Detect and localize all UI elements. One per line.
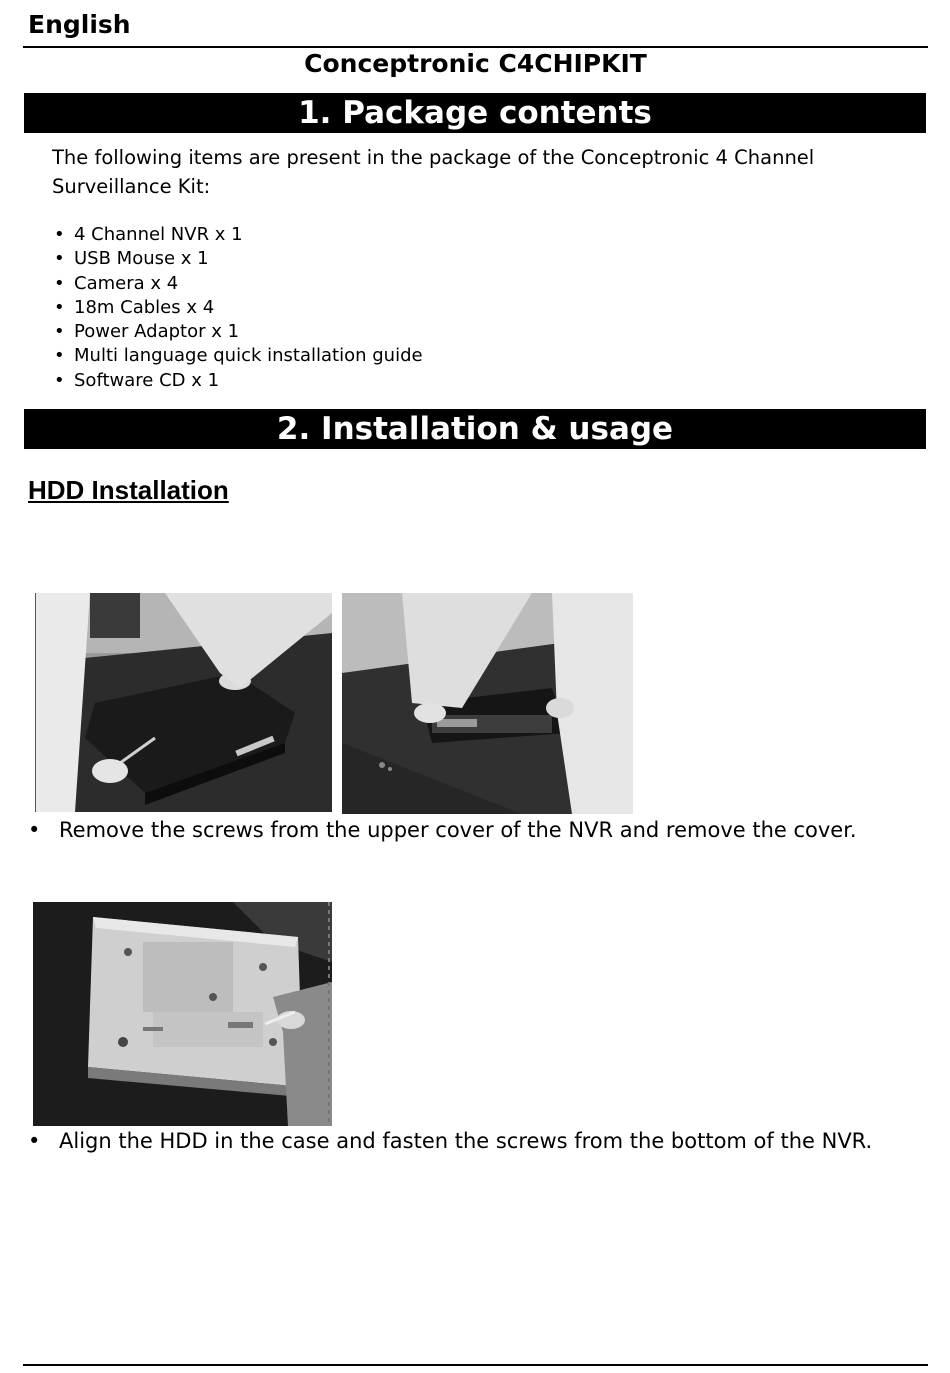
list-item-label: 18m Cables x 4 (74, 296, 215, 318)
nvr-cover-removal-photo (342, 593, 633, 814)
hdd-mounting-photo (33, 902, 332, 1126)
list-item-label: Power Adaptor x 1 (74, 321, 240, 343)
list-item (52, 296, 423, 320)
list-item (52, 320, 423, 344)
step-text: Remove the screws from the upper cover of the NVR and remove the cover. (59, 818, 857, 842)
bullet-icon: • (28, 1129, 41, 1153)
list-item-label: Camera x 4 (74, 272, 179, 294)
product-title: Conceptronic C4CHIPKIT (304, 49, 647, 78)
language-label: English (28, 10, 131, 39)
bullet-icon: • (54, 272, 65, 294)
bullet-icon: • (54, 369, 65, 391)
hdd-installation-heading: HDD Installation (28, 475, 229, 505)
list-item (52, 247, 423, 271)
list-item (52, 369, 423, 393)
step-align-hdd (28, 1126, 872, 1156)
list-item-label: 4 Channel NVR x 1 (74, 224, 243, 245)
bullet-icon: • (54, 296, 65, 318)
list-item (52, 344, 423, 368)
list-item-label: Multi language quick installation guide (74, 345, 423, 367)
bullet-icon: • (54, 248, 65, 270)
section-heading-installation-usage: 2. Installation & usage (24, 409, 926, 449)
package-items-list (52, 223, 423, 393)
list-item (52, 223, 423, 247)
footer-divider (23, 1364, 928, 1366)
bullet-icon: • (54, 224, 65, 245)
list-item-label: Software CD x 1 (74, 369, 220, 391)
bullet-icon: • (28, 818, 41, 842)
step-remove-cover (28, 815, 857, 845)
nvr-cover-screws-photo (35, 593, 332, 812)
bullet-icon: • (54, 345, 65, 367)
list-item (52, 272, 423, 296)
list-item-label: USB Mouse x 1 (74, 248, 209, 270)
step-text: Align the HDD in the case and fasten the screws from the bottom of the NVR. (59, 1129, 873, 1153)
package-intro-text: The following items are present in the package of the Conceptronic 4 Channel Surveillance Kit: (52, 146, 815, 198)
bullet-icon: • (54, 321, 65, 343)
section-heading-package-contents: 1. Package contents (24, 93, 926, 133)
